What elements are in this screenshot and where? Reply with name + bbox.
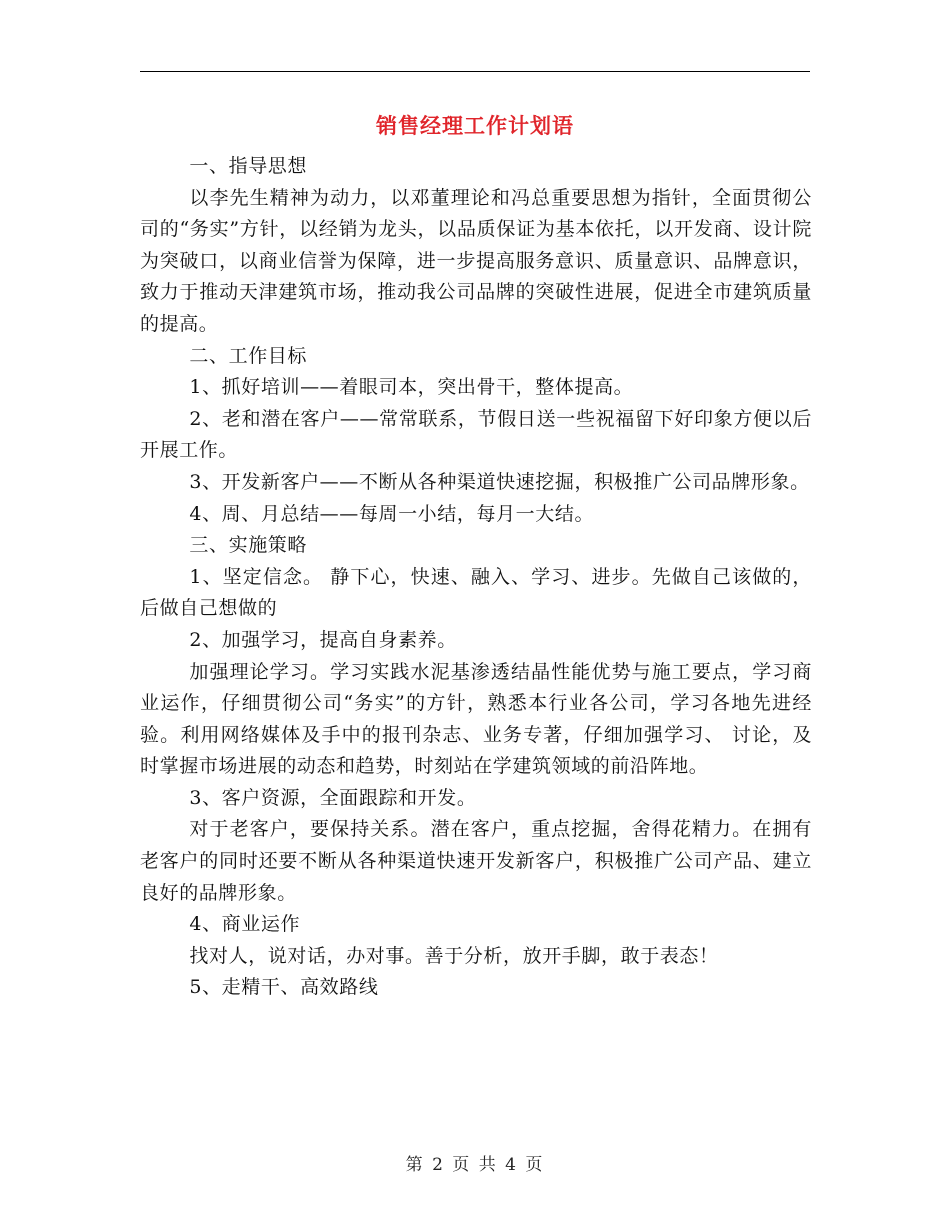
strategy-item-efficiency: 5、走精干、高效路线 xyxy=(189,976,379,999)
goal-item-existing-clients: 2、老和潜在客户——常常联系，节假日送一些祝福留下好印象方便以后开展工作。 xyxy=(140,407,812,462)
page-number-footer: 第 2 页 共 4 页 xyxy=(405,1155,545,1175)
header-rule xyxy=(140,71,810,72)
goal-item-new-clients: 3、开发新客户——不断从各种渠道快速挖掘，积极推广公司品牌形象。 xyxy=(189,470,810,493)
section-heading-strategy: 三、实施策略 xyxy=(189,534,307,557)
document-title: 销售经理工作计划语 xyxy=(376,113,574,138)
goal-item-training: 1、抓好培训——着眼司本，突出骨干，整体提高。 xyxy=(189,376,634,399)
document-body xyxy=(140,151,812,1004)
paragraph-learning-detail: 加强理论学习。学习实践水泥基渗透结晶性能优势与施工要点，学习商业运作，仔细贯彻公司“务实”的方针，熟悉本行业各公司，学习各地先进经验。利用网络媒体及手中的报刊杂志、业务专著，仔细加强学习、 讨论，及时掌握市场进展的动态和趋势，时刻站在学建筑领域的前沿阵地。 xyxy=(140,660,812,778)
paragraph-business-detail: 找对人，说对话，办对事。善于分析，放开手脚，敢于表态！ xyxy=(189,944,719,967)
paragraph-client-detail: 对于老客户，要保持关系。潜在客户，重点挖掘，舍得花精力。在拥有老客户的同时还要不断从各种渠道快速开发新客户，积极推广公司产品、建立良好的品牌形象。 xyxy=(140,818,812,904)
goal-item-summary: 4、周、月总结——每周一小结，每月一大结。 xyxy=(189,502,595,525)
section-heading-work-goals: 二、工作目标 xyxy=(189,344,307,367)
strategy-item-learning: 2、加强学习，提高自身素养。 xyxy=(189,628,457,651)
paragraph-guiding-thought: 以李先生精神为动力，以邓董理论和冯总重要思想为指针，全面贯彻公司的“务实”方针，以经销为龙头，以品质保证为基本依托，以开发商、设计院为突破口，以商业信誉为保障，进一步提高服务意识、质量意识、品牌意识，致力于推动天津建筑市场，推动我公司品牌的突破性进展，促进全市建筑质量的提高。 xyxy=(140,186,812,335)
strategy-item-client-resources: 3、客户资源，全面跟踪和开发。 xyxy=(189,786,477,809)
strategy-item-business-operation: 4、商业运作 xyxy=(189,913,301,936)
strategy-item-belief: 1、坚定信念。 静下心，快速、融入、学习、进步。先做自己该做的，后做自己想做的 xyxy=(140,565,812,620)
section-heading-guiding-thought: 一、指导思想 xyxy=(189,155,307,177)
